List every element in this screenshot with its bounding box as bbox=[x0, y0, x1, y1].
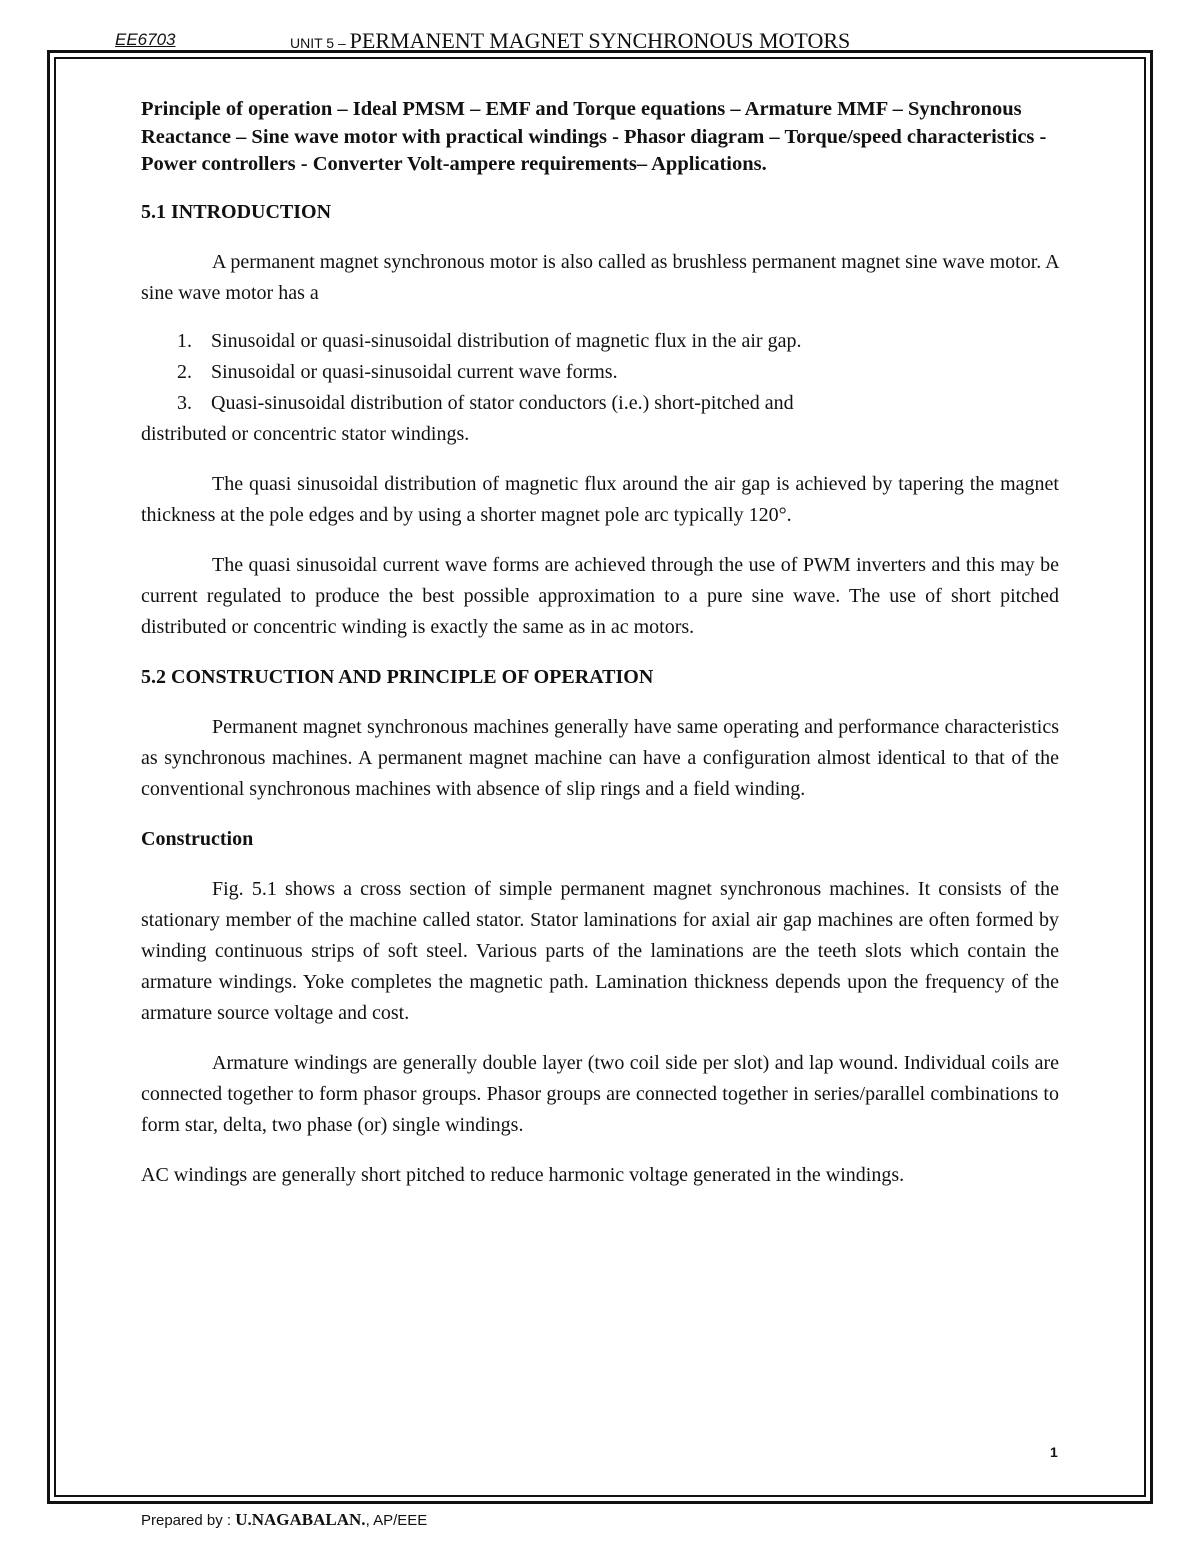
unit-prefix: UNIT 5 bbox=[290, 35, 335, 51]
list-item: 3. Quasi-sinusoidal distribution of stator conductors (i.e.) short-pitched and bbox=[177, 391, 794, 414]
footer-suffix: , AP/EEE bbox=[365, 1512, 428, 1529]
page-footer bbox=[141, 1510, 427, 1530]
section-heading-introduction: 5.1 INTRODUCTION bbox=[141, 200, 332, 223]
flux-distribution-paragraph: The quasi sinusoidal distribution of magnetic flux around the air gap is achieved by tapering the magnet thickness at the pole edges and by using a shorter magnet pole arc typically 120°. bbox=[141, 472, 1059, 526]
page-number: 1 bbox=[1050, 1444, 1058, 1460]
unit-separator: – bbox=[334, 35, 350, 51]
list-item: 1. Sinusoidal or quasi-sinusoidal distribution of magnetic flux in the air gap. bbox=[177, 329, 802, 352]
unit-title-text: PERMANENT MAGNET SYNCHRONOUS MOTORS bbox=[349, 28, 851, 53]
stator-construction-paragraph: Fig. 5.1 shows a cross section of simple permanent magnet synchronous machines. It consists of the stationary member of the machine called stator. Stator laminations for axial air gap machines are often formed by winding continuous strips of soft steel. Various parts of the laminations are the teeth slots which contain the armature windings. Yoke completes the magnetic path. Lamination thickness depends upon the frequency of the armature source voltage and cost. bbox=[141, 877, 1059, 1024]
list-item: 2. Sinusoidal or quasi-sinusoidal current wave forms. bbox=[177, 360, 618, 383]
sine-wave-features-list bbox=[141, 326, 1059, 419]
pmsm-characteristics-paragraph: Permanent magnet synchronous machines generally have same operating and performance characteristics as synchronous machines. A permanent magnet machine can have a configuration almost identical to that of the conventional synchronous machines with absence of slip rings and a field winding. bbox=[141, 715, 1059, 800]
unit-topics: Principle of operation – Ideal PMSM – EMF and Torque equations – Armature MMF – Synchronous Reactance – Sine wave motor with practical windings - Phasor diagram – Torque/speed characteristics - Power controllers - Converter Volt-ampere requirements– Applications. bbox=[141, 98, 1047, 175]
current-waveform-paragraph: The quasi sinusoidal current wave forms are achieved through the use of PWM inverters and this may be current regulated to produce the best possible approximation to a pure sine wave. The use of short pitched distributed or concentric winding is exactly the same as in ac motors. bbox=[141, 553, 1059, 638]
armature-windings-paragraph: Armature windings are generally double layer (two coil side per slot) and lap wound. Individual coils are connected together to form phasor groups. Phasor groups are connected together in series/parallel combinations to form star, delta, two phase (or) single windings. bbox=[141, 1051, 1059, 1136]
list-continuation: distributed or concentric stator windings. bbox=[141, 422, 470, 445]
intro-paragraph: A permanent magnet synchronous motor is also called as brushless permanent magnet sine wave motor. A sine wave motor has a bbox=[141, 250, 1059, 304]
footer-prefix: Prepared by : bbox=[141, 1512, 236, 1529]
author-name: U.NAGABALAN. bbox=[235, 1510, 366, 1529]
page-content bbox=[141, 96, 1059, 1191]
course-code: EE6703 bbox=[115, 30, 176, 49]
section-heading-construction-principle: 5.2 CONSTRUCTION AND PRINCIPLE OF OPERATION bbox=[141, 665, 654, 688]
ac-windings-paragraph: AC windings are generally short pitched to reduce harmonic voltage generated in the windings. bbox=[141, 1163, 905, 1186]
subheading-construction: Construction bbox=[141, 827, 254, 850]
